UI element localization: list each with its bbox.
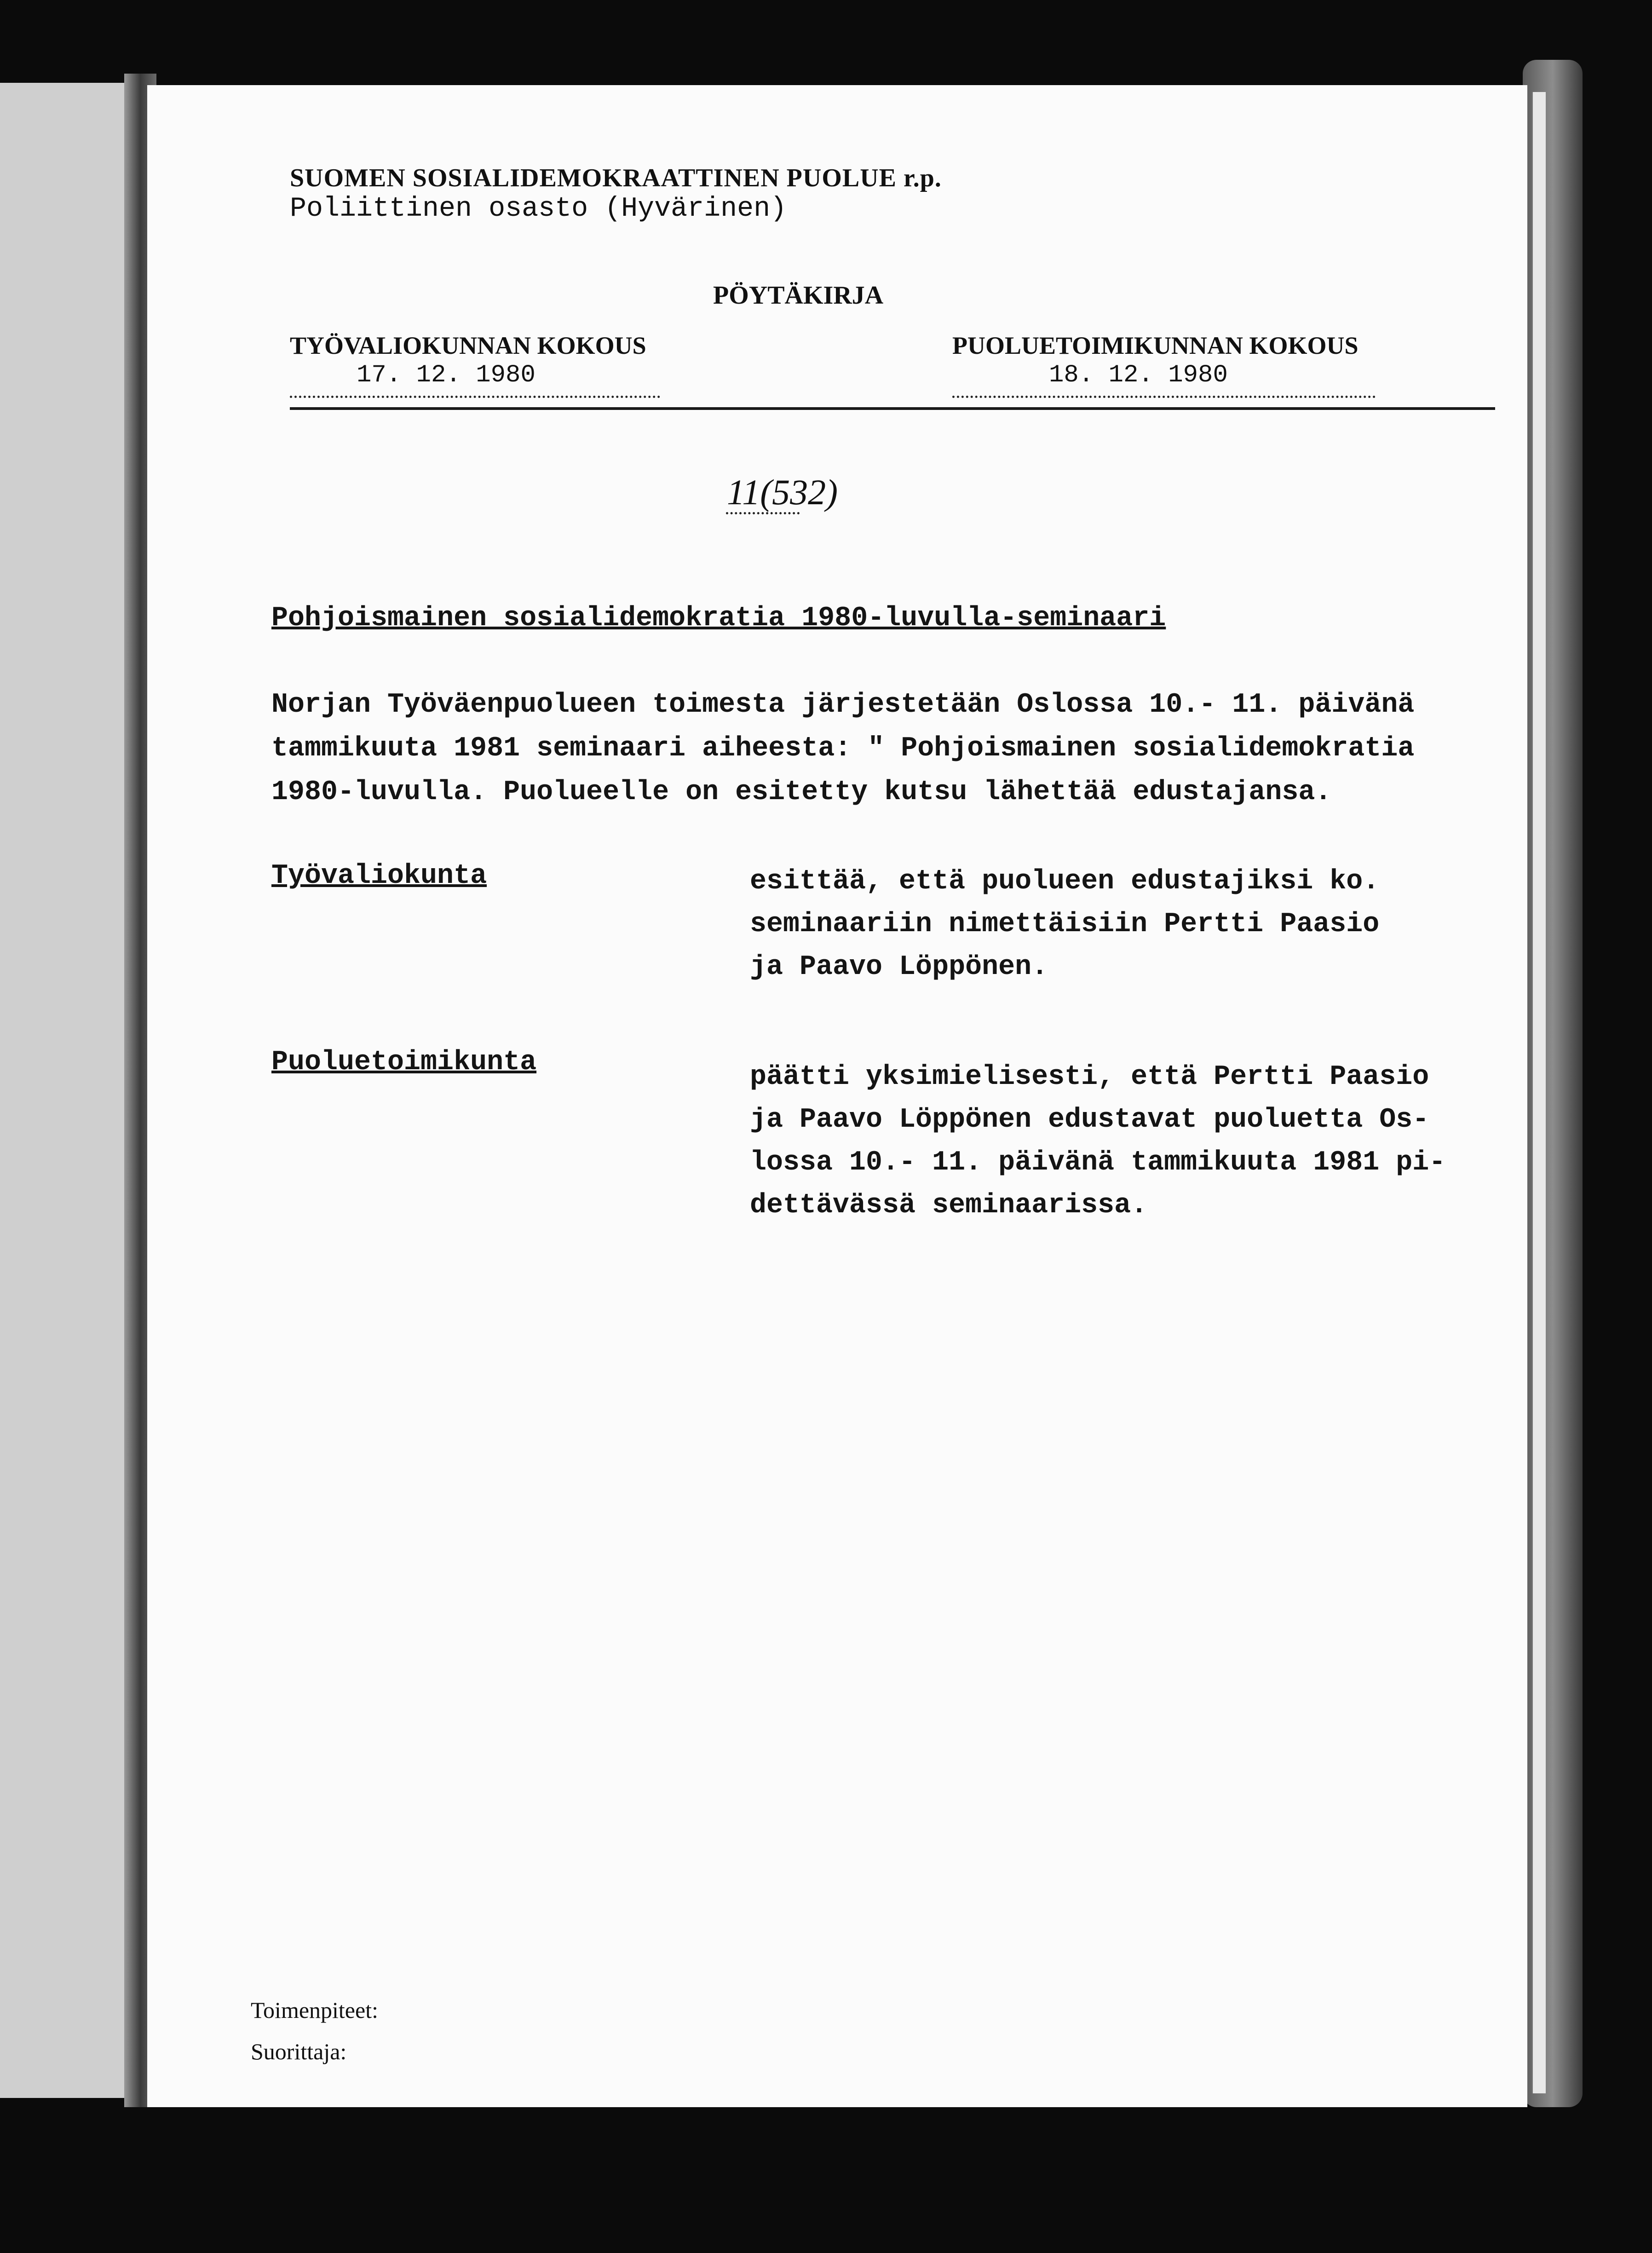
actions-label: Toimenpiteet: — [251, 1997, 378, 2023]
left-meeting-heading: TYÖVALIOKUNNAN KOKOUS — [290, 332, 646, 359]
committee-proposal: esittää, että puolueen edustajiksi ko. seminaariin nimettäisiin Pertti Paasio ja Paavo Löppönen. — [750, 866, 1380, 983]
item-number-dotted-line — [726, 512, 800, 514]
page-edge — [1532, 92, 1546, 2093]
document-type: PÖYTÄKIRJA — [713, 281, 884, 310]
document-page — [147, 85, 1527, 2107]
item-number: 11(532) — [727, 472, 838, 512]
left-date-dotted-line — [290, 396, 660, 398]
board-decision: päätti yksimielisesti, että Pertti Paasio ja Paavo Löppönen edustavat puoluetta Os- lossa 10.- 11. päivänä tammikuuta 1981 pi- dettävässä seminaarissa. — [750, 1061, 1446, 1221]
right-meeting-heading: PUOLUETOIMIKUNNAN KOKOUS — [952, 332, 1358, 359]
committee-label: Työvaliokunta — [271, 860, 487, 892]
right-meeting-date: 18. 12. 1980 — [1049, 361, 1228, 389]
agenda-item-description: Norjan Työväenpuolueen toimesta järjestetään Oslossa 10.- 11. päivänä tammikuuta 1981 seminaari aiheesta: " Pohjoismainen sosialidemokratia 1980-luvulla. Puolueelle on esitetty kutsu lähettää edustajansa. — [271, 689, 1415, 808]
left-meeting-date: 17. 12. 1980 — [357, 361, 535, 389]
executor-label: Suorittaja: — [251, 2039, 347, 2064]
agenda-item-title: Pohjoismainen sosialidemokratia 1980-luvulla-seminaari — [271, 603, 1166, 634]
department-name: Poliittinen osasto (Hyvärinen) — [290, 193, 787, 225]
board-label: Puoluetoimikunta — [271, 1047, 537, 1078]
header-divider — [290, 407, 1495, 410]
right-date-dotted-line — [952, 396, 1376, 398]
organization-name: SUOMEN SOSIALIDEMOKRAATTINEN PUOLUE r.p. — [290, 164, 942, 192]
